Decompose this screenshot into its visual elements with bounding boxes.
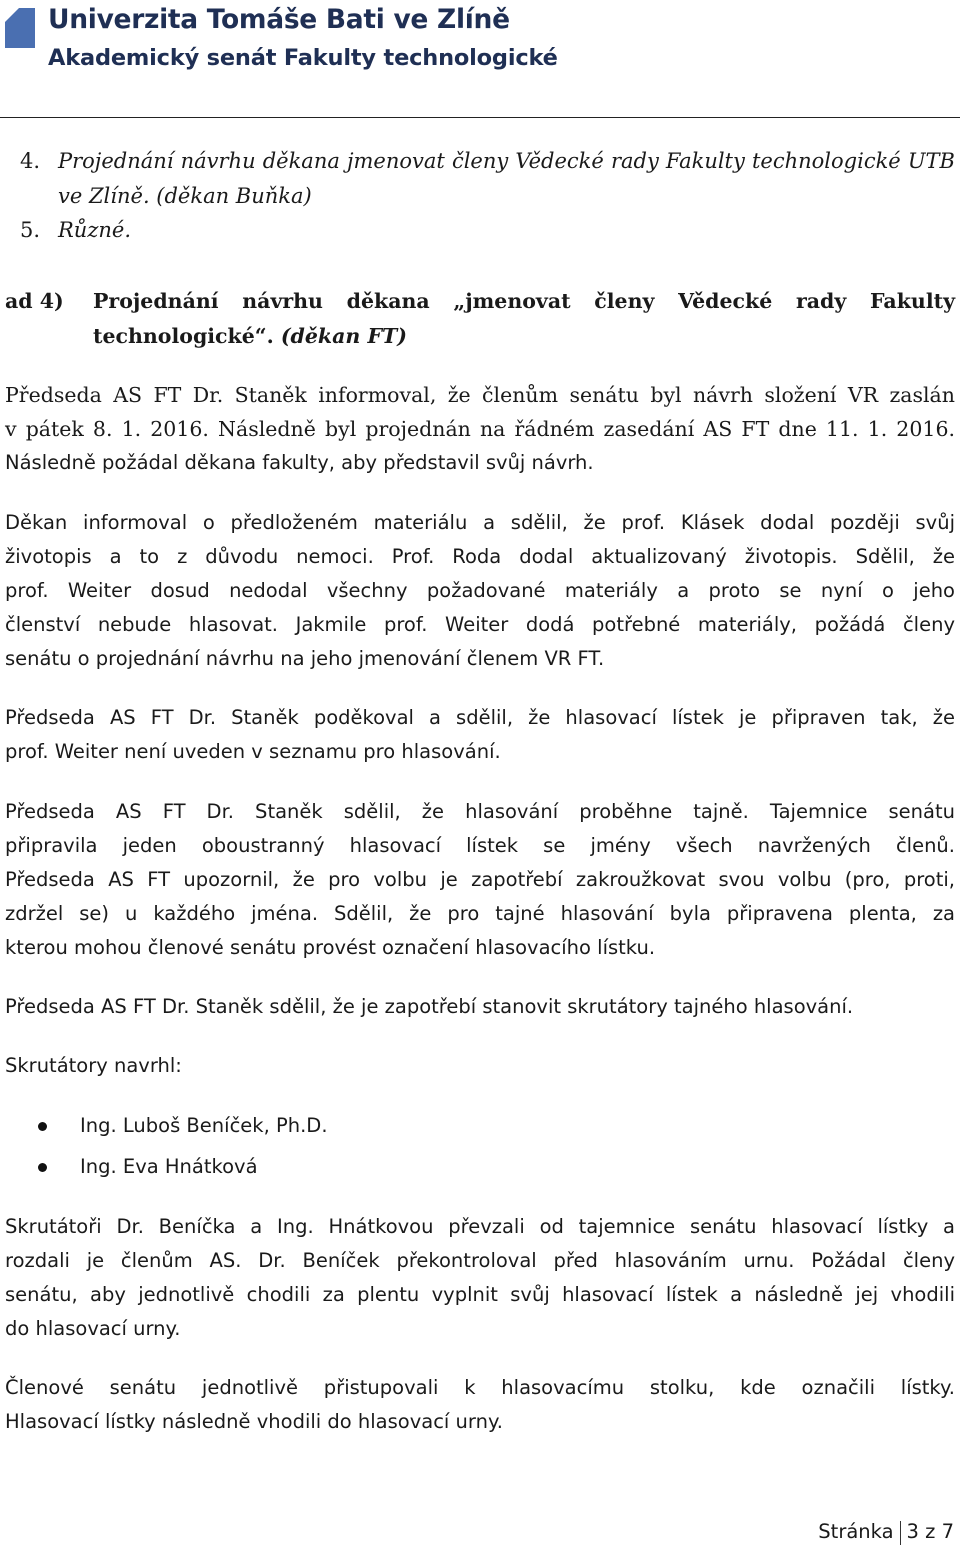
paragraph-8-line: Hlasovací lístky následně vhodili do hlasovací urny. — [5, 1410, 503, 1433]
paragraph-5-line: Předseda AS FT Dr. Staněk sdělil, že je zapotřebí stanovit skrutátory tajného hlasování. — [5, 995, 854, 1018]
paragraph-3-line: Předseda AS FT Dr. Staněk poděkoval a sdělil, že hlasovací lístek je připraven tak, že — [5, 706, 955, 729]
paragraph-3-line: prof. Weiter není uveden v seznamu pro hlasování. — [5, 740, 501, 763]
logo-notch — [5, 8, 19, 22]
bullet-icon — [38, 1122, 47, 1131]
agenda-number-4: 4. — [20, 149, 41, 173]
ad4-label: ad 4) — [5, 289, 64, 313]
paragraph-7-line: Skrutátoři Dr. Beníčka a Ing. Hnátkovou převzali od tajemnice senátu hlasovací lístky a — [5, 1215, 955, 1238]
footer-separator — [900, 1521, 901, 1545]
ad4-heading-line-2: technologické“. (děkan FT) — [93, 324, 407, 348]
page-label: Stránka — [818, 1520, 894, 1543]
paragraph-1-line: v pátek 8. 1. 2016. Následně byl projednán na řádném zasedání AS FT dne 11. 1. 2016. — [5, 417, 955, 441]
paragraph-2-line: prof. Weiter dosud nedodal všechny požadované materiály a proto se nyní o jeho — [5, 579, 955, 602]
paragraph-4-line: kterou mohou členové senátu provést označení hlasovacího lístku. — [5, 936, 656, 959]
paragraph-4-line: Předseda AS FT upozornil, že pro volbu je zapotřebí zakroužkovat svou volbu (pro, proti, — [5, 868, 955, 891]
paragraph-2-line: členství nebude hlasovat. Jakmile prof. Weiter dodá potřebné materiály, požádá členy — [5, 613, 955, 636]
paragraph-2-line: senátu o projednání návrhu na jeho jmenování členem VR FT. — [5, 647, 605, 670]
paragraph-8-line: Členové senátu jednotlivě přistupovali k hlasovacímu stolku, kde označili lístky. — [5, 1376, 955, 1399]
agenda-item-4-line-1: Projednání návrhu děkana jmenovat členy Vědecké rady Fakulty technologické UTB — [58, 149, 955, 173]
bullet-icon — [38, 1163, 47, 1172]
paragraph-2-line: Děkan informoval o předloženém materiálu a sdělil, že prof. Klásek dodal později svůj — [5, 511, 955, 534]
paragraph-1-line: Předseda AS FT Dr. Staněk informoval, že členům senátu byl návrh složení VR zaslán — [5, 383, 955, 407]
agenda-item-4-line-2: ve Zlíně. (děkan Buňka) — [58, 184, 312, 208]
university-name: Univerzita Tomáše Bati ve Zlíně — [48, 4, 510, 35]
header-divider — [0, 117, 960, 118]
paragraph-7-line: do hlasovací urny. — [5, 1317, 181, 1340]
paragraph-4-line: připravila jeden oboustranný hlasovací lístek se jmény všech navržených členů. — [5, 834, 955, 857]
paragraph-4-line: Předseda AS FT Dr. Staněk sdělil, že hlasování proběhne tajně. Tajemnice senátu — [5, 800, 955, 823]
agenda-number-5: 5. — [20, 218, 41, 242]
scrutineers-intro: Skrutátory navrhl: — [5, 1054, 182, 1077]
list-item: Ing. Luboš Beníček, Ph.D. — [80, 1114, 328, 1137]
document-header — [0, 0, 960, 120]
page-number: 3 z 7 — [906, 1520, 954, 1543]
list-item: Ing. Eva Hnátková — [80, 1155, 258, 1178]
paragraph-7-line: rozdali je členům AS. Dr. Beníček překontroloval před hlasováním urnu. Požádal členy — [5, 1249, 955, 1272]
paragraph-7-line: senátu, aby jednotlivě chodili za plentu vyplnit svůj hlasovací lístek a následně jej vhodili — [5, 1283, 955, 1306]
page-footer — [818, 1517, 954, 1547]
paragraph-2-line: životopis a to z důvodu nemoci. Prof. Roda dodal aktualizovaný životopis. Sdělil, že — [5, 545, 955, 568]
ad4-heading-line-1: Projednání návrhu děkana „jmenovat členy Vědecké rady Fakulty — [93, 289, 955, 313]
paragraph-4-line: zdržel se) u každého jména. Sdělil, že pro tajné hlasování byla připravena plenta, za — [5, 902, 955, 925]
agenda-item-5: Různé. — [58, 218, 132, 242]
paragraph-1-line: Následně požádal děkana fakulty, aby představil svůj návrh. — [5, 451, 594, 474]
senate-name: Akademický senát Fakulty technologické — [48, 45, 558, 71]
